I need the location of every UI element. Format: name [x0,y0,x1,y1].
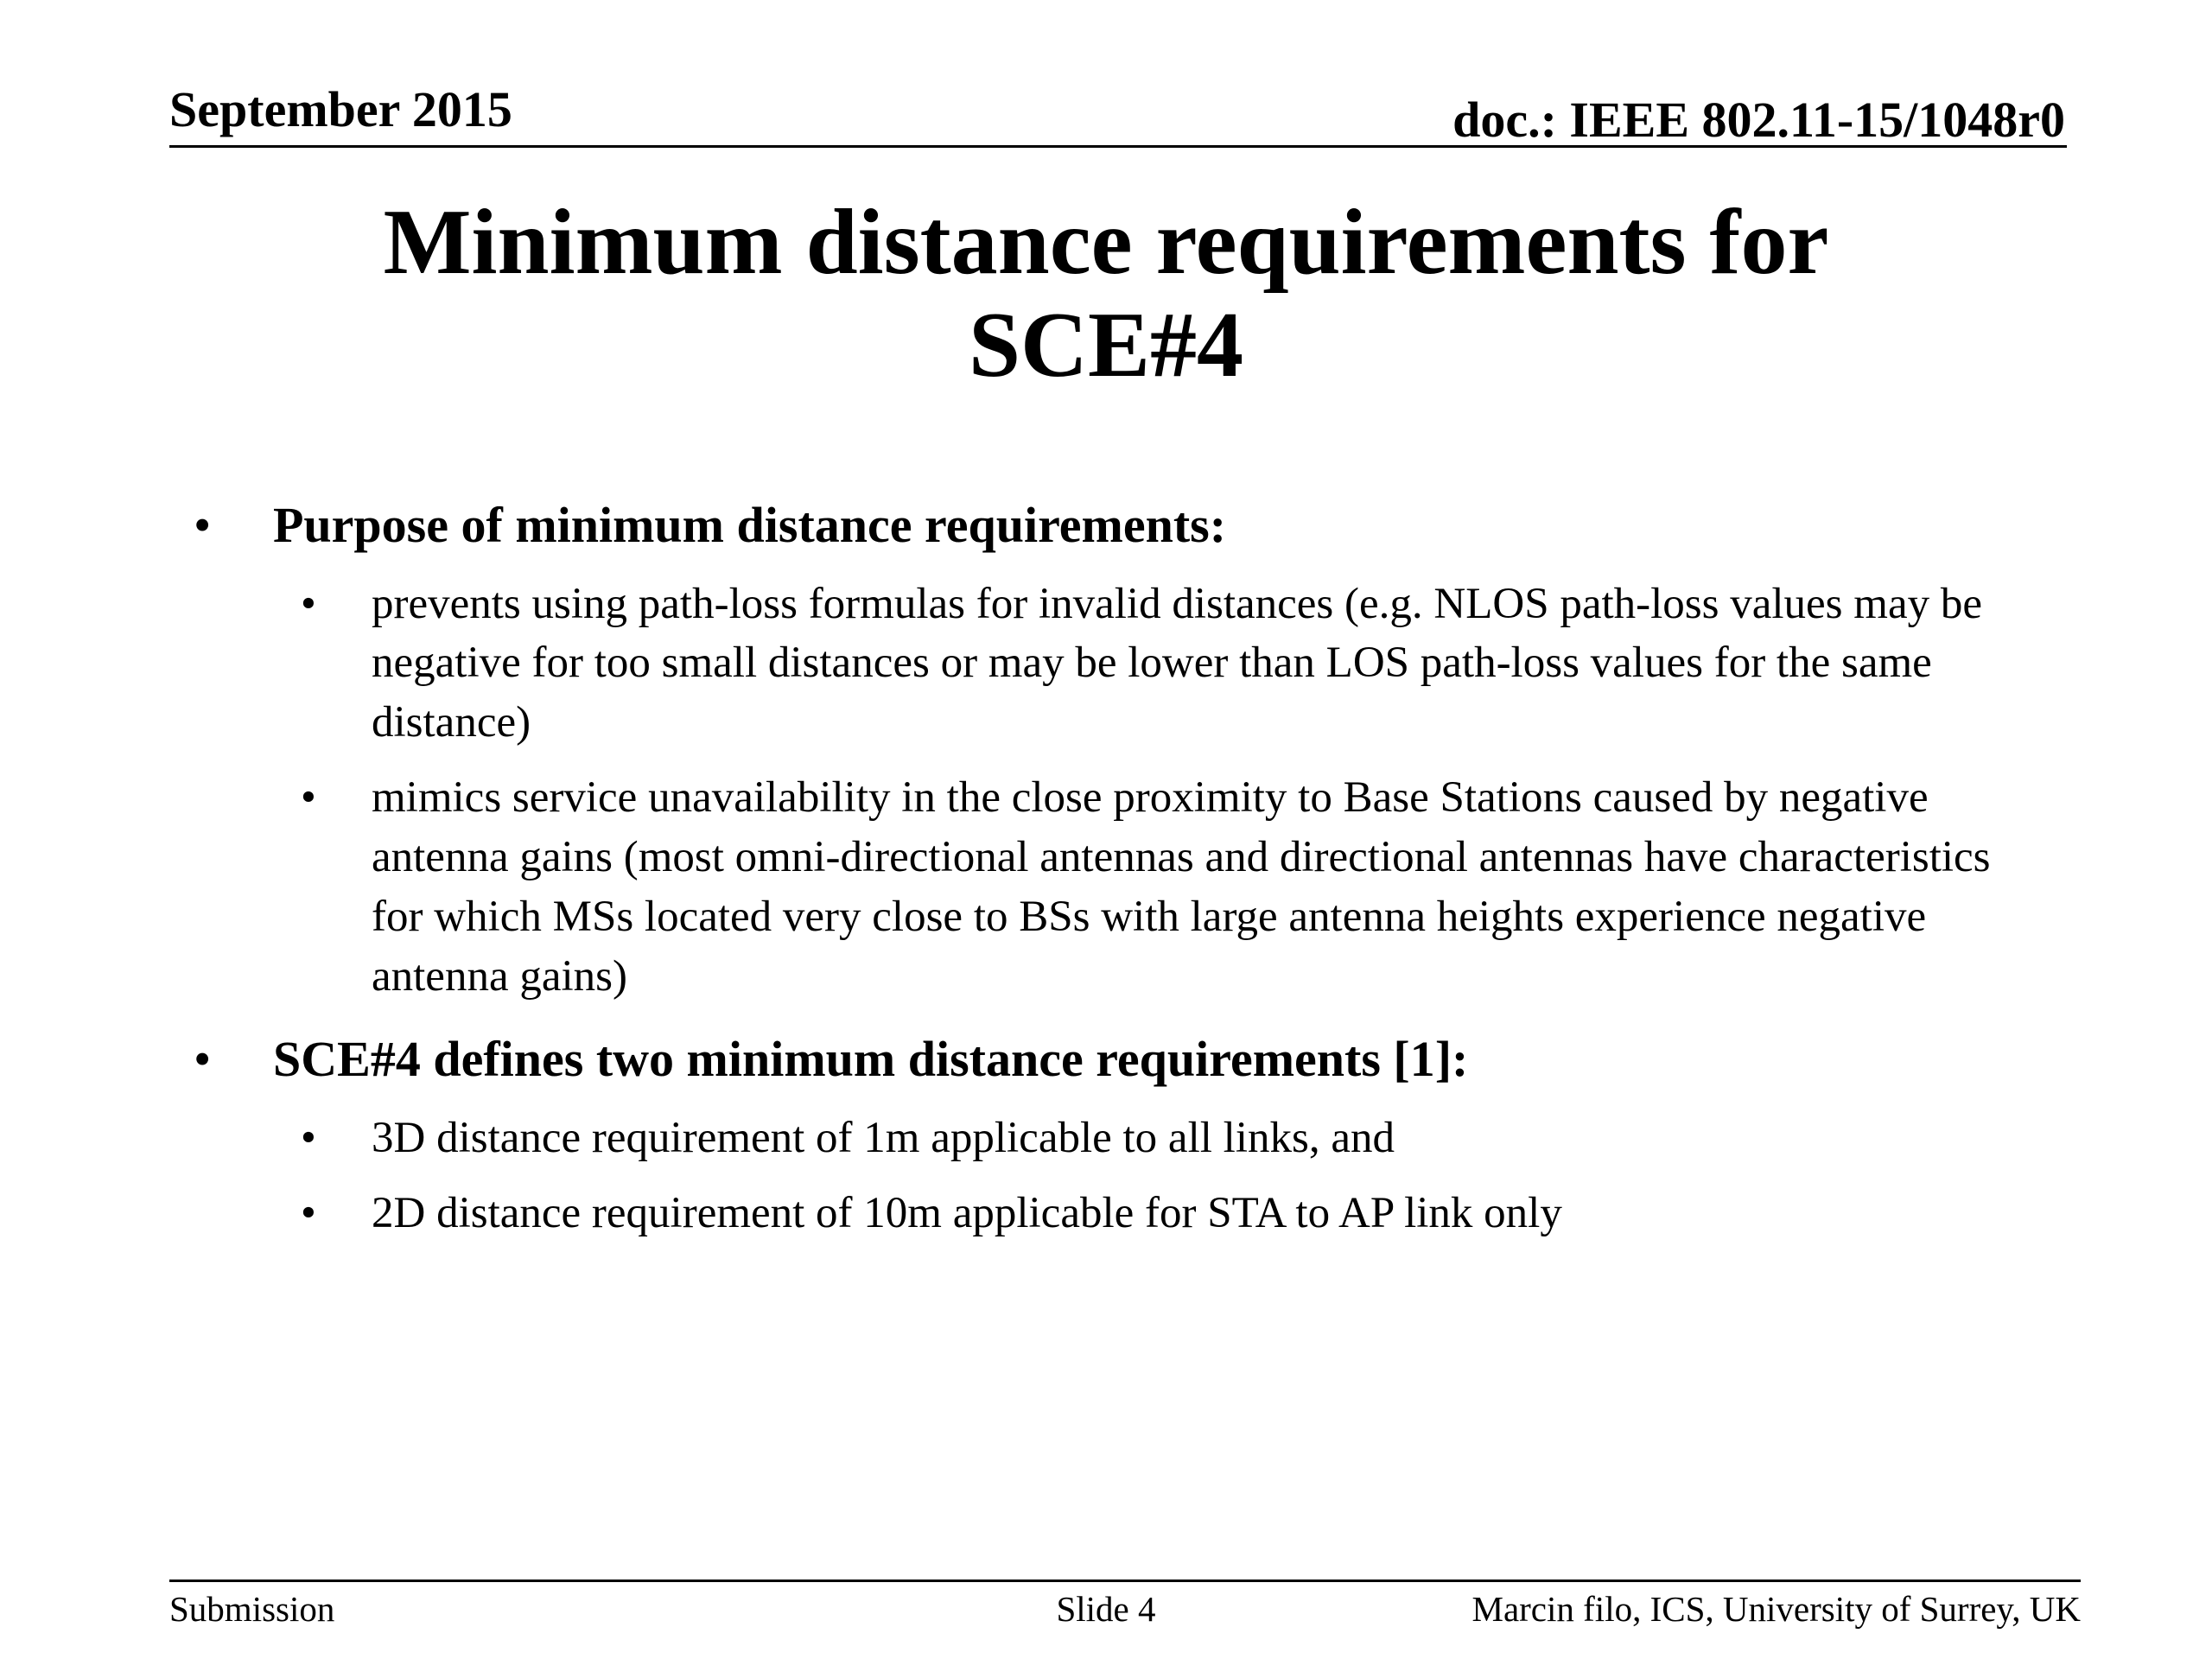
slide-title [156,192,2056,397]
bullet-icon: • [301,579,316,628]
footer-divider [169,1580,2081,1582]
footer-slide-number: Slide 4 [1056,1589,1156,1629]
sub-bullet-path-loss [169,575,2070,753]
slide-body [169,494,2070,1259]
bullet-icon: • [194,1031,212,1088]
sub-bullet-text: mimics service unavailability in the close proximity to Base Stations caused by negative antenna gains (most omni-directional antennas and directional antennas have characteristics for which MSs located very close to BSs with large antenna heights experience negative antenna gains) [372,773,1991,1001]
slide-title-line-1: Minimum distance requirements for [383,191,1829,294]
bullet-icon: • [301,1188,316,1237]
bullet-heading-purpose [169,494,2070,557]
bullet-heading-sce4 [169,1028,2070,1091]
sub-bullet-2d-requirement [169,1184,2070,1243]
sub-bullet-3d-requirement [169,1109,2070,1168]
sub-bullet-text: 3D distance requirement of 1m applicable to all links, and [372,1113,1395,1162]
sub-bullet-text: prevents using path-loss formulas for invalid distances (e.g. NLOS path-loss values may be negative for too small distances or may be lower than LOS path-loss values for the same distance) [372,579,1982,747]
slide-title-line-2: SCE#4 [968,293,1244,397]
sub-bullet-text: 2D distance requirement of 10m applicable for STA to AP link only [372,1188,1562,1237]
bullet-heading-text: Purpose of minimum distance requirements: [273,497,1227,553]
sub-bullet-service-unavailability [169,768,2070,1006]
header-date: September 2015 [169,81,512,137]
header-divider [169,145,2067,148]
bullet-icon: • [194,497,212,553]
bullet-icon: • [301,1113,316,1162]
bullet-heading-text: SCE#4 defines two minimum distance requirements [1]: [273,1031,1469,1088]
footer-author: Marcin filo, ICS, University of Surrey, UK [1471,1589,2081,1629]
footer-submission: Submission [169,1589,335,1629]
bullet-icon: • [301,773,316,823]
header-doc-id: doc.: IEEE 802.11-15/1048r0 [1452,92,2065,148]
